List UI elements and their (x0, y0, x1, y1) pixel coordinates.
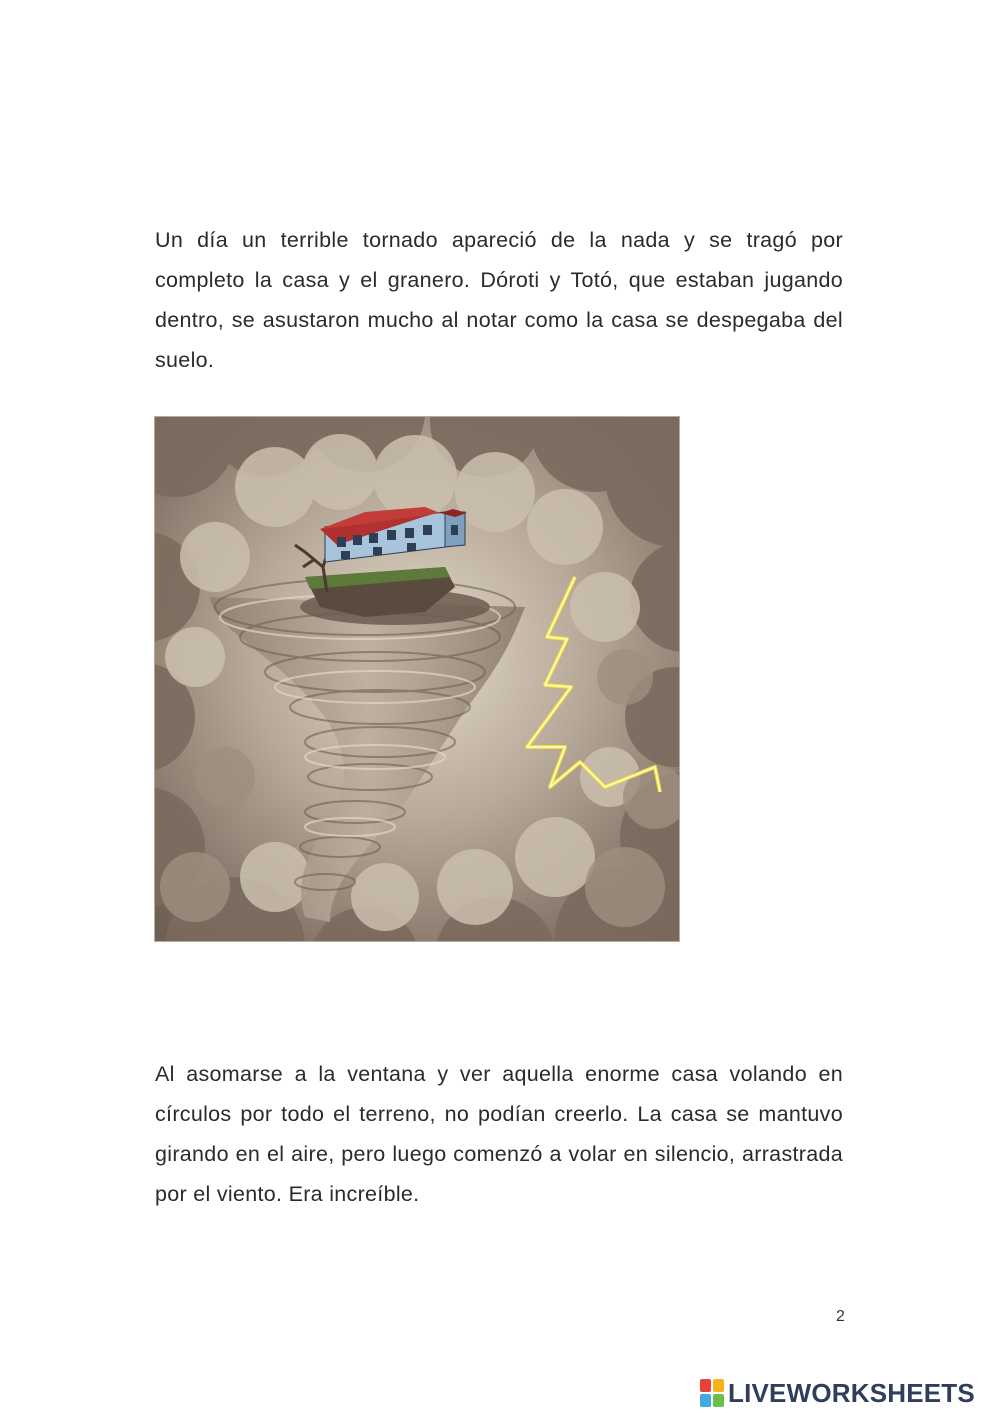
brand-name: LIVEWORKSHEETS (728, 1377, 975, 1408)
logo-square-l (700, 1379, 711, 1392)
page-number: 2 (836, 1308, 845, 1325)
tornado-house-drawing (155, 417, 680, 942)
logo-square-e (713, 1394, 724, 1407)
logo-square-i (713, 1379, 724, 1392)
liveworksheets-icon (700, 1379, 724, 1407)
logo-square-v (700, 1394, 711, 1407)
paragraph-2: Al asomarse a la ventana y ver aquella enorme casa volando en círculos por todo el terreno, no podían creerlo. La casa se mantuvo girando en el aire, pero luego comenzó a volar en silencio, arrastrada por el viento. Era increíble. (155, 1062, 843, 1206)
liveworksheets-logo[interactable] (700, 1376, 975, 1410)
paragraph-1: Un día un terrible tornado apareció de la nada y se tragó por completo la casa y el granero. Dóroti y Totó, que estaban jugando dentro, se asustaron mucho al notar como la casa se despegaba del suelo. (155, 228, 843, 372)
tornado-illustration (154, 416, 680, 942)
